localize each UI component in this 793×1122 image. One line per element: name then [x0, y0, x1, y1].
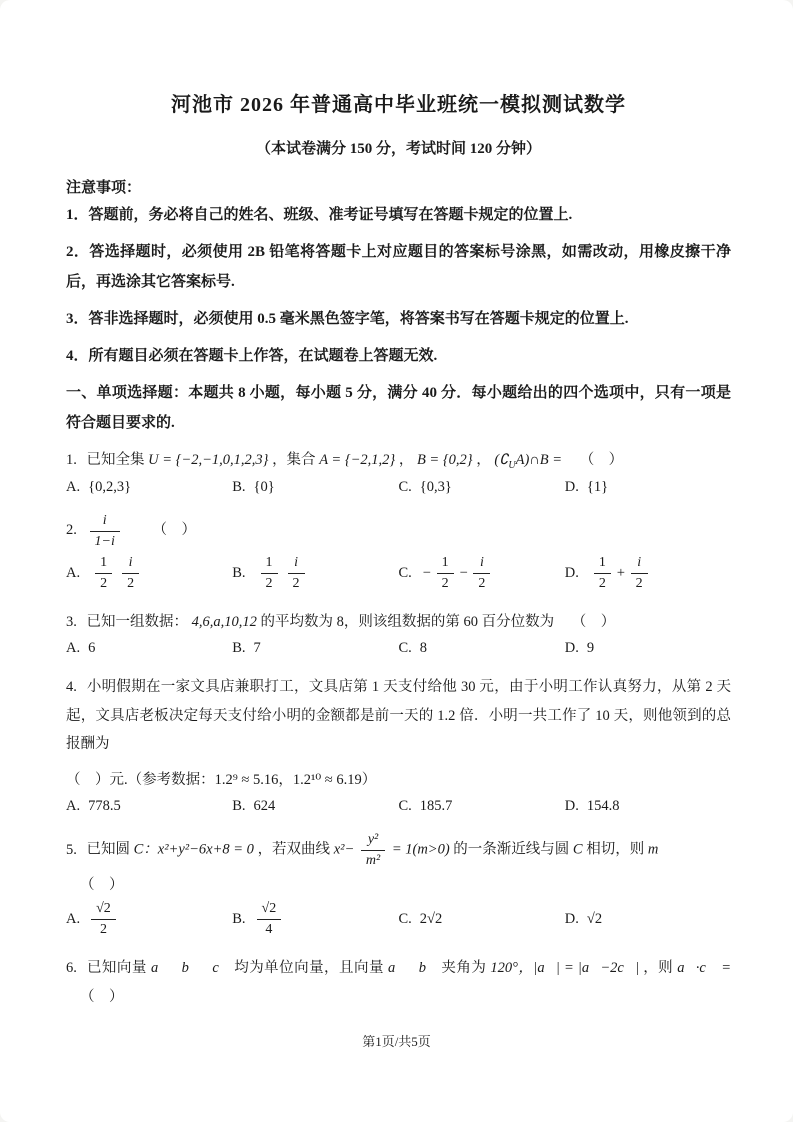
option-value: {0,2,3}: [88, 479, 132, 496]
question-6-stem: [66, 954, 731, 1011]
option-label: B.: [232, 564, 246, 581]
q6-expr-angle-magnitude: 120°，|a⃗| = |a⃗−2c⃗|: [490, 960, 640, 977]
q4-text-body: 小明假期在一家文具店兼职打工，文具店第 1 天支付给他 30 元，由于小明工作认真努力，从第 2 天起，文具店老板决定每天支付给小明的金额都是前一天的 1.2 倍．小明一共工作了 10 天，则他领到的总报酬为: [66, 679, 732, 752]
page-number: 第1页/共5页: [362, 1034, 431, 1049]
fraction-denominator: 2: [292, 575, 300, 591]
fraction-numerator: 1: [261, 554, 278, 574]
note-item-2: 2．答选择题时，必须使用 2B 铅笔将答题卡上对应题目的答案标号涂黑，如需改动，用橡皮擦干净后，再选涂其它答案标号.: [66, 244, 731, 290]
q5-expr-hyperbola-right: = 1(m>0): [391, 841, 450, 858]
question-5-answer-line: [66, 873, 731, 894]
option-value: 6: [88, 640, 96, 657]
answer-blank: （ ）: [80, 988, 124, 1005]
notes-heading: 注意事项：: [66, 180, 142, 196]
answer-blank: （ ）: [152, 522, 196, 539]
fraction-numerator: i: [473, 554, 490, 574]
question-4: [66, 673, 731, 815]
fraction: [261, 554, 278, 592]
option-value: 185.7: [419, 798, 453, 815]
fraction: [95, 554, 112, 592]
fraction-numerator: i: [288, 554, 305, 574]
q4-option-c: [399, 798, 565, 815]
question-3: [66, 608, 731, 657]
fraction-denominator: 2: [598, 575, 606, 591]
q1-text-2: ，集合: [272, 451, 316, 468]
fraction-numerator: i: [90, 512, 120, 532]
q5-expr-hyperbola-left: x²−: [333, 841, 355, 858]
question-5-stem: [66, 831, 731, 869]
option-label: B.: [232, 798, 246, 815]
option-value: 778.5: [88, 798, 121, 815]
option-value: {0}: [253, 479, 275, 496]
q1-option-a: [66, 479, 232, 496]
question-3-options: [66, 640, 731, 657]
q1-text-4: ，: [476, 451, 491, 468]
question-6: [66, 954, 731, 1011]
option-value: 154.8: [586, 798, 620, 815]
fraction: [257, 900, 282, 938]
question-1-options: [66, 479, 731, 496]
question-3-stem: [66, 608, 731, 636]
option-label: B.: [232, 910, 246, 927]
q1-text-1: 已知全集: [86, 451, 145, 468]
option-value: {0,3}: [419, 479, 452, 496]
fraction-numerator: i: [122, 554, 139, 574]
option-value: 7: [253, 640, 261, 657]
q6-text-2: 均为单位向量，且向量: [234, 960, 384, 977]
question-number: 5.: [66, 841, 77, 858]
page-footer: [0, 1031, 793, 1050]
complement-close: A)∩B =: [515, 451, 563, 468]
q4-option-a: [66, 798, 232, 815]
option-label: C.: [398, 798, 412, 815]
exam-subtitle: （本试卷满分 150 分，考试时间 120 分钟）: [255, 141, 541, 157]
q5-option-d: [565, 911, 731, 928]
q6-text-3: 夹角为: [441, 960, 487, 977]
question-number: 4.: [66, 679, 77, 696]
q4-option-d: [565, 798, 731, 815]
fraction-numerator: 1: [95, 554, 112, 574]
q5-option-b: [232, 900, 398, 938]
question-2: [66, 512, 731, 592]
page-title: 河池市 2026 年普通高中毕业班统一模拟测试数学: [171, 94, 626, 116]
option-label: D.: [564, 479, 579, 496]
option-label: B.: [232, 640, 246, 657]
question-number: 6.: [66, 960, 77, 977]
option-label: A.: [66, 564, 81, 581]
note-item-4: 4．所有题目必须在答题卡上作答，在试题卷上答题无效.: [66, 348, 438, 364]
question-4-stem: [66, 673, 731, 758]
fraction-denominator: 2: [99, 921, 107, 937]
question-2-options: [66, 554, 731, 592]
q3-text-2: 的平均数为 8，则该组数据的第 60 百分位数为: [260, 614, 555, 631]
option-label: B.: [232, 479, 246, 496]
note-item-3: 3．答非选择题时，必须使用 0.5 毫米黑色签字笔，将答案书写在答题卡规定的位置上.: [66, 310, 629, 327]
q3-option-a: [66, 640, 232, 657]
q3-option-d: [565, 640, 731, 657]
fraction-denominator: 2: [265, 575, 273, 591]
option-label: D.: [564, 564, 579, 581]
question-number: 1.: [66, 451, 77, 468]
fraction: [594, 554, 611, 592]
option-label: D.: [564, 910, 579, 927]
fraction-denominator: 2: [441, 575, 449, 591]
answer-blank: （ ）: [579, 451, 624, 468]
q1-expr-universal-set: U = {−2,−1,0,1,2,3}: [148, 451, 269, 468]
fraction-denominator: 2: [478, 575, 486, 591]
q4-option-b: [232, 798, 398, 815]
q1-text-3: ，: [398, 451, 414, 468]
q1-option-c: [399, 479, 565, 496]
option-value: √2: [586, 910, 603, 927]
q6-text-1: 已知向量: [86, 960, 147, 977]
sign: −: [421, 564, 432, 581]
q5-expr-circle: C：x²+y²−6x+8 = 0: [133, 841, 254, 858]
option-label: A.: [66, 910, 81, 927]
fraction-numerator: √2: [257, 900, 282, 920]
question-number: 3.: [66, 614, 77, 631]
section-heading: 一、单项选择题：本题共 8 小题，每小题 5 分，满分 40 分．每小题给出的四个选项中，只有一项是符合题目要求的.: [66, 385, 731, 431]
q5-expr-m: m: [647, 841, 659, 858]
option-value: 2√2: [419, 910, 443, 927]
fraction-denominator: 2: [127, 575, 135, 591]
q4-answer-and-reference: （ ）元.（参考数据：1.2⁹ ≈ 5.16，1.2¹⁰ ≈ 6.19）: [66, 772, 377, 789]
q5-text-2: ，若双曲线: [257, 841, 331, 858]
q1-option-d: [565, 479, 731, 496]
q2-option-c: [399, 554, 565, 592]
q5-text-3: 的一条渐近线与圆: [453, 841, 570, 858]
q6-text-4: ，则: [643, 960, 674, 977]
q5-option-c: [399, 911, 565, 928]
q3-text-1: 已知一组数据：: [86, 614, 188, 631]
operator: −: [458, 564, 469, 581]
fraction: [473, 554, 490, 592]
option-label: D.: [564, 640, 579, 657]
note-item-1: 1．答题前，务必将自己的姓名、班级、准考证号填写在答题卡规定的位置上.: [66, 207, 573, 223]
operator: +: [615, 564, 626, 581]
fraction-denominator: 2: [100, 575, 108, 591]
option-label: C.: [398, 640, 412, 657]
fraction-denominator: 4: [265, 921, 273, 937]
q3-option-c: [399, 640, 565, 657]
fraction: [437, 554, 454, 592]
q2-option-b: [232, 554, 398, 592]
q3-expr-data: 4,6,a,10,12: [191, 614, 257, 631]
q5-option-a: [66, 900, 232, 938]
q6-expr-vector-pair: a⃗，b⃗: [388, 960, 438, 977]
question-4-options: [66, 798, 731, 815]
q6-expr-vectors: a⃗，b⃗，c⃗: [150, 960, 231, 977]
answer-blank: （ ）: [80, 877, 124, 894]
fraction: [90, 512, 120, 550]
question-2-stem: [66, 512, 731, 550]
q1-expr-set-a: A = {−2,1,2}: [319, 451, 396, 468]
option-value: {1}: [586, 479, 609, 496]
fraction-numerator: i: [631, 554, 648, 574]
option-label: C.: [398, 564, 412, 581]
option-label: D.: [564, 798, 579, 815]
fraction-numerator: √2: [91, 900, 116, 920]
q2-option-a: [66, 554, 232, 592]
question-4-reference: [66, 766, 731, 794]
fraction: [288, 554, 305, 592]
fraction: [631, 554, 648, 592]
question-5-options: [66, 900, 731, 938]
q5-text-1: 已知圆: [86, 841, 130, 858]
option-value: 8: [419, 640, 428, 657]
question-1-stem: [66, 446, 731, 475]
option-label: A.: [66, 798, 81, 815]
option-label: C.: [398, 479, 412, 496]
q5-expr-circle-name: C: [572, 841, 583, 858]
fraction-numerator: 1: [437, 554, 454, 574]
q1-option-b: [232, 479, 398, 496]
fraction-numerator: y²: [361, 831, 385, 851]
q5-text-4: 相切，则: [586, 841, 645, 858]
complement-subscript: U: [508, 459, 516, 471]
option-label: C.: [398, 910, 412, 927]
option-value: 624: [253, 798, 276, 815]
option-value: 9: [586, 640, 595, 657]
question-number: 2.: [66, 522, 77, 539]
q1-expr-complement: [494, 451, 563, 471]
option-label: A.: [66, 479, 81, 496]
fraction-denominator: 2: [635, 575, 643, 591]
q1-expr-set-b: B = {0,2}: [416, 451, 473, 468]
fraction-denominator: m²: [365, 852, 381, 868]
q6-expr-dot-product: a⃗·c⃗ =: [677, 960, 731, 977]
question-5: [66, 831, 731, 938]
q3-option-b: [232, 640, 398, 657]
option-label: A.: [66, 640, 81, 657]
question-1: [66, 446, 731, 496]
fraction: [361, 831, 385, 869]
fraction-numerator: 1: [594, 554, 611, 574]
q2-option-d: [565, 554, 731, 592]
answer-blank: （ ）: [571, 614, 616, 631]
complement-open: (∁: [494, 451, 509, 468]
fraction: [122, 554, 139, 592]
fraction: [91, 900, 116, 938]
fraction-denominator: 1−i: [94, 533, 115, 549]
